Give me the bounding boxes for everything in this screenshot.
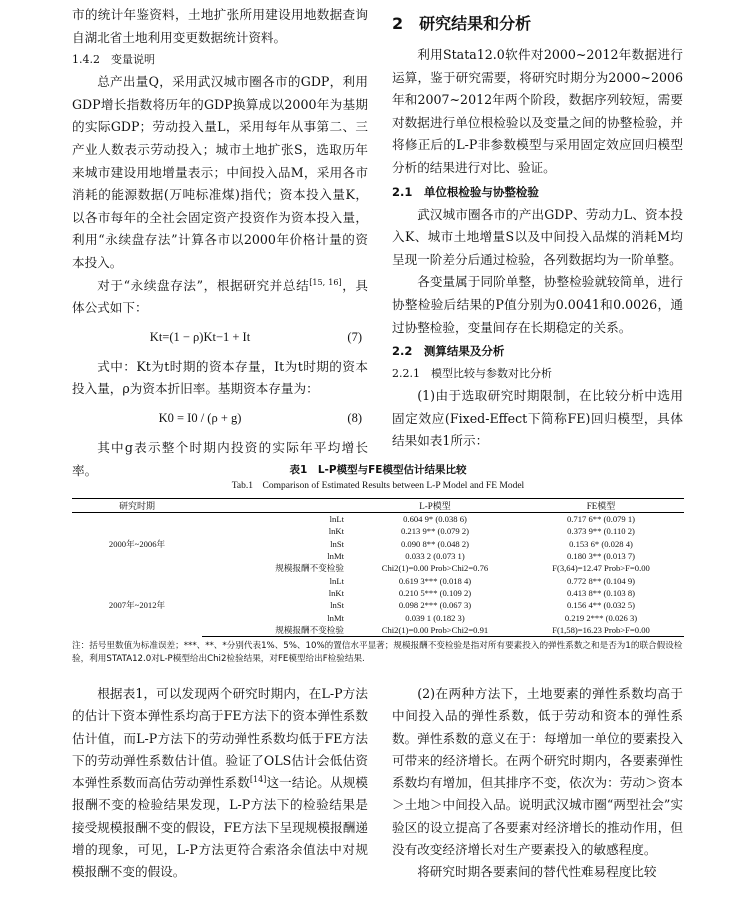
fe-cell: 0.153 6* (0.028 4)	[569, 538, 633, 549]
lp-cell: 0.604 9* (0.038 6)	[403, 514, 467, 525]
section-heading-2: 2 研究结果和分析	[392, 14, 532, 33]
citation-ref-14: [14]	[249, 775, 267, 784]
period-cell-2000-2006: 2000年~2006年	[108, 538, 166, 549]
results-table	[72, 498, 684, 637]
fe-cell: 0.219 2*** (0.026 3)	[564, 612, 638, 623]
fe-cell: 0.156 4** (0.032 5)	[566, 600, 636, 611]
table-caption-cn: 表1 L-P模型与FE模型估计结果比较	[289, 464, 467, 476]
section-heading-2-2-1: 2.2.1 模型比较与参数对比分析	[392, 367, 552, 381]
table-analysis-text-b: 这一结论。从规模报酬不变的检验结果发现，L-P方法下的检验结果是接受规模报酬不变的假设，FE方法下呈现规模报酬递增的现象，可见，L-P方法更符合索洛余值法中对规模报酬不变的假设。	[72, 775, 369, 880]
period-cell-2007-2012: 2007年~2012年	[108, 600, 166, 611]
header-variable	[202, 499, 352, 513]
var-cell: 规模报酬不变检验	[202, 624, 352, 637]
perpetual-inventory-text-a: 对于“永续盘存法”，根据研究并总结	[97, 277, 310, 293]
lp-cell: 0.033 2 (0.073 1)	[405, 551, 465, 562]
equation-8-number: (8)	[347, 410, 362, 425]
header-fe-model: FE模型	[518, 499, 684, 513]
paragraph-variable-description: 总产出量Q，采用武汉城市圈各市的GDP，利用GDP增长指数将历年的GDP换算成以2000年为基期的实际GDP；劳动投入量L，采用每年从事第二、三产业人数表示劳动投入；城市土地扩张S，选取历年来城市建设用地增量表示；中间投入品M，采用各市消耗的能源数据(万吨标准煤)指代；资本投入量K，以各市每年的全社会固定资产投资作为资本投入量，利用“永续盘存法”计算各市以2000年价格计量的资本投入。	[72, 74, 368, 270]
table-analysis-text-a: 根据表1，可以发现两个研究时期内，在L-P方法的估计下资本弹性系均高于FE方法下的资本弹性系数估计值，而L-P方法下的劳动弹性系数均低于FE方法下的劳动弹性系数估计值。验证了OLS估计会低估资本弹性系数而高估劳动弹性系数	[72, 686, 368, 791]
paragraph-cointegration: 各变量属于同阶单整，协整检验就较简单，进行协整检验后结果的P值分别为0.0041和0.0026，通过协整检验，变量间存在长期稳定的关系。	[392, 274, 683, 335]
fe-cell: 0.373 9** (0.110 2)	[567, 526, 635, 537]
section-heading-1-4-2: 1.4.2 变量说明	[72, 53, 155, 67]
lp-cell: 0.039 1 (0.182 3)	[405, 612, 465, 623]
citation-ref-15-16: [15, 16]	[309, 277, 342, 287]
var-cell: 规模报酬不变检验	[275, 563, 344, 574]
table-1	[72, 462, 684, 666]
fe-cell: 0.180 3** (0.013 7)	[566, 551, 636, 562]
right-column-bottom	[392, 683, 683, 884]
paragraph-fe-model: (1)由于选取研究时期限制，在比较分析中选用固定效应(Fixed-Effect下简称FE)回归模型，具体结果如表1所示：	[392, 388, 683, 449]
var-cell: lnSt	[330, 538, 344, 549]
var-cell: lnLt	[329, 514, 344, 525]
paragraph-equation-7-explanation: 式中：Kt为t时期的资本存量，It为t时期的资本投入量，ρ为资本折旧率。基期资本存量为：	[72, 358, 368, 397]
lp-cell: Chi2(1)=0.00 Prob>Chi2=0.91	[352, 624, 518, 637]
left-column-bottom	[72, 683, 368, 884]
section-heading-2-1: 2.1 单位根检验与协整检验	[392, 184, 539, 199]
var-cell: lnLt	[329, 575, 344, 586]
var-cell: lnMt	[327, 551, 344, 562]
section-heading-2-2: 2.2 测算结果及分析	[392, 344, 505, 359]
paragraph-stata-intro: 利用Stata12.0软件对2000~2012年数据进行运算，鉴于研究需要，将研究时期分为2000~2006年和2007~2012年两个阶段，数据序列较短，需要对数据进行单位根检验以及变量之间的协整检验，并将修正后的L-P非参数模型与采用固定效应回归模型分析的结果进行对比、验证。	[392, 47, 683, 175]
lp-cell: Chi2(1)=0.00 Prob>Chi2=0.76	[381, 563, 489, 574]
fe-cell: 0.413 8** (0.103 8)	[566, 587, 636, 598]
lp-cell: 0.210 5*** (0.109 2)	[398, 587, 472, 598]
equation-7	[72, 326, 368, 350]
table-note: 注：括号里数值为标准误差；***、**、*分别代表1%、5%、10%的置信水平显著；规模报酬不变检验是指对所有要素投入的弹性系数之和是否为1的联合假设检验，利用STATA12.0对L-P模型给出Chi2检验结果，对FE模型给出F检验结果.	[72, 640, 683, 664]
lp-cell: 0.619 3*** (0.018 4)	[398, 575, 472, 586]
header-period: 研究时期	[72, 499, 202, 513]
var-cell: lnSt	[330, 600, 344, 611]
table-caption-en: Tab.1 Comparison of Estimated Results between L-P Model and FE Model	[231, 481, 525, 491]
fe-cell: F(1,58)=16.23 Prob>F=0.00	[518, 624, 684, 637]
right-column-top	[392, 10, 683, 453]
paragraph-table-analysis	[72, 683, 368, 884]
table-row	[72, 513, 684, 526]
paragraph-growth-rate: 其中g表示整个时期内投资的实际年平均增长率。	[72, 439, 368, 478]
lp-cell: 0.098 2*** (0.067 3)	[398, 600, 472, 611]
paragraph-unit-root: 武汉城市圈各市的产出GDP、劳动力L、资本投入K、城市土地增量S以及中间投入品煤的消耗M均呈现一阶差分后通过检验，各列数据均为一阶单整。	[392, 206, 683, 267]
equation-7-number: (7)	[347, 329, 362, 344]
paragraph-perpetual-inventory	[72, 275, 368, 320]
var-cell: lnKt	[328, 587, 344, 598]
paragraph-land-elasticity: (2)在两种方法下，土地要素的弹性系数均高于中间投入品的弹性系数，低于劳动和资本的弹性系数。弹性系数的意义在于：每增加一单位的要素投入可带来的经济增长。在两个研究时期内，各要素弹性系数均有增加，但其排序不变，依次为：劳动＞资本＞土地＞中间投入品。说明武汉城市圈“两型社会”实验区的设立提高了各要素对经济增长的推动作用，但没有改变经济增长对生产要素投入的敏感程度。	[392, 686, 683, 858]
table-header-row	[72, 499, 684, 513]
fe-cell: F(3,64)=12.47 Prob>F=0.00	[552, 563, 650, 574]
header-lp-model: L-P模型	[352, 499, 518, 513]
fe-cell: 0.717 6** (0.079 1)	[566, 514, 636, 525]
lp-cell: 0.213 9** (0.079 2)	[400, 526, 470, 537]
left-column-top	[72, 4, 368, 482]
equation-8	[72, 407, 368, 431]
perpetual-inventory-text-b: ，具体公式如下：	[72, 277, 368, 316]
lp-cell: 0.090 8** (0.048 2)	[400, 538, 470, 549]
var-cell: lnMt	[327, 612, 344, 623]
equation-8-formula: K0 = I0 / (ρ + g)	[158, 410, 242, 425]
paragraph-data-source: 市的统计年鉴资料，土地扩张所用建设用地数据查询自湖北省土地利用变更数据统计资料。	[72, 7, 368, 45]
equation-7-formula: Kt=(1 − ρ)Kt−1 + It	[149, 329, 251, 344]
paragraph-substitution: 将研究时期各要素间的替代性难易程度比较	[417, 864, 657, 880]
table-row	[72, 574, 684, 586]
var-cell: lnKt	[328, 526, 344, 537]
fe-cell: 0.772 8** (0.104 9)	[566, 575, 636, 586]
